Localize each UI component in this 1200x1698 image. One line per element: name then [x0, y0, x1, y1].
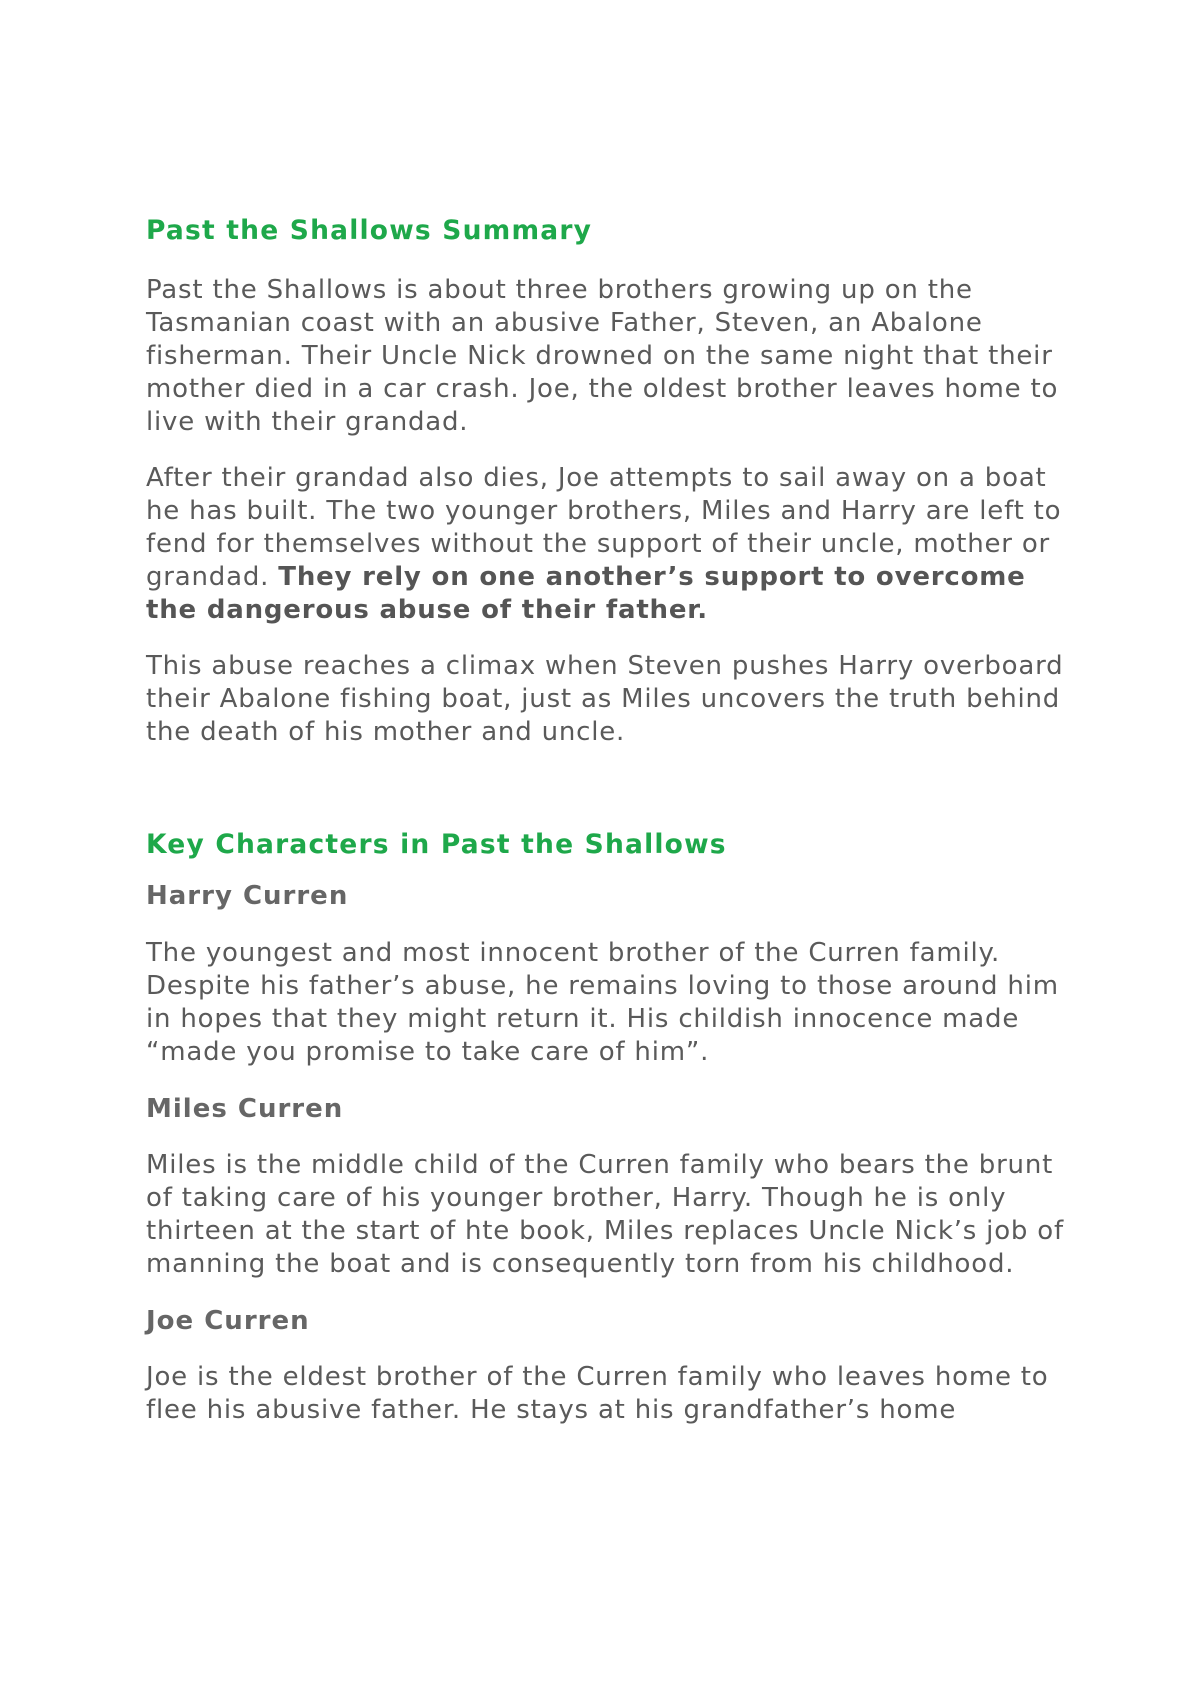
summary-paragraph-3: This abuse reaches a climax when Steven pushes Harry overboard their Abalone fishing boat, just as Miles uncovers the truth behind the death of his mother and uncle.	[146, 651, 1064, 747]
summary-paragraph-2-text: After their grandad also dies, Joe attempts to sail away on a boat he has built. The two younger brothers, Miles and Harry are left to fend for themselves without the support of their uncle, mother or grandad.	[146, 463, 1062, 592]
characters-heading: Key Characters in Past the Shallows	[146, 829, 727, 860]
summary-paragraph-1: Past the Shallows is about three brothers growing up on the Tasmanian coast with an abusive Father, Steven, an Abalone fisherman. Their Uncle Nick drowned on the same night that their mother died in a car crash. Joe, the oldest brother leaves home to live with their grandad.	[146, 275, 1059, 437]
summary-paragraph-2	[146, 462, 1076, 627]
character-text-miles: Miles is the middle child of the Curren family who bears the brunt of taking care of his younger brother, Harry. Though he is only thirteen at the start of hte book, Miles replaces Uncle Nick’s job of manning the boat and is consequently torn from his childhood.	[146, 1150, 1064, 1279]
summary-paragraph-2-bold: They rely on one another’s support to overcome the dangerous abuse of their father.	[146, 562, 1026, 625]
character-name-miles: Miles Curren	[146, 1094, 344, 1124]
character-name-joe: Joe Curren	[146, 1306, 310, 1336]
document-page	[146, 214, 1076, 1427]
summary-heading: Past the Shallows Summary	[146, 215, 593, 246]
character-text-harry: The youngest and most innocent brother of the Curren family. Despite his father’s abuse, he remains loving to those around him in hopes that they might return it. His childish innocence made “made you promise to take care of him”.	[146, 938, 1059, 1067]
character-text-joe: Joe is the eldest brother of the Curren family who leaves home to flee his abusive father. He stays at his grandfather’s home	[146, 1362, 1049, 1425]
character-name-harry: Harry Curren	[146, 881, 349, 911]
